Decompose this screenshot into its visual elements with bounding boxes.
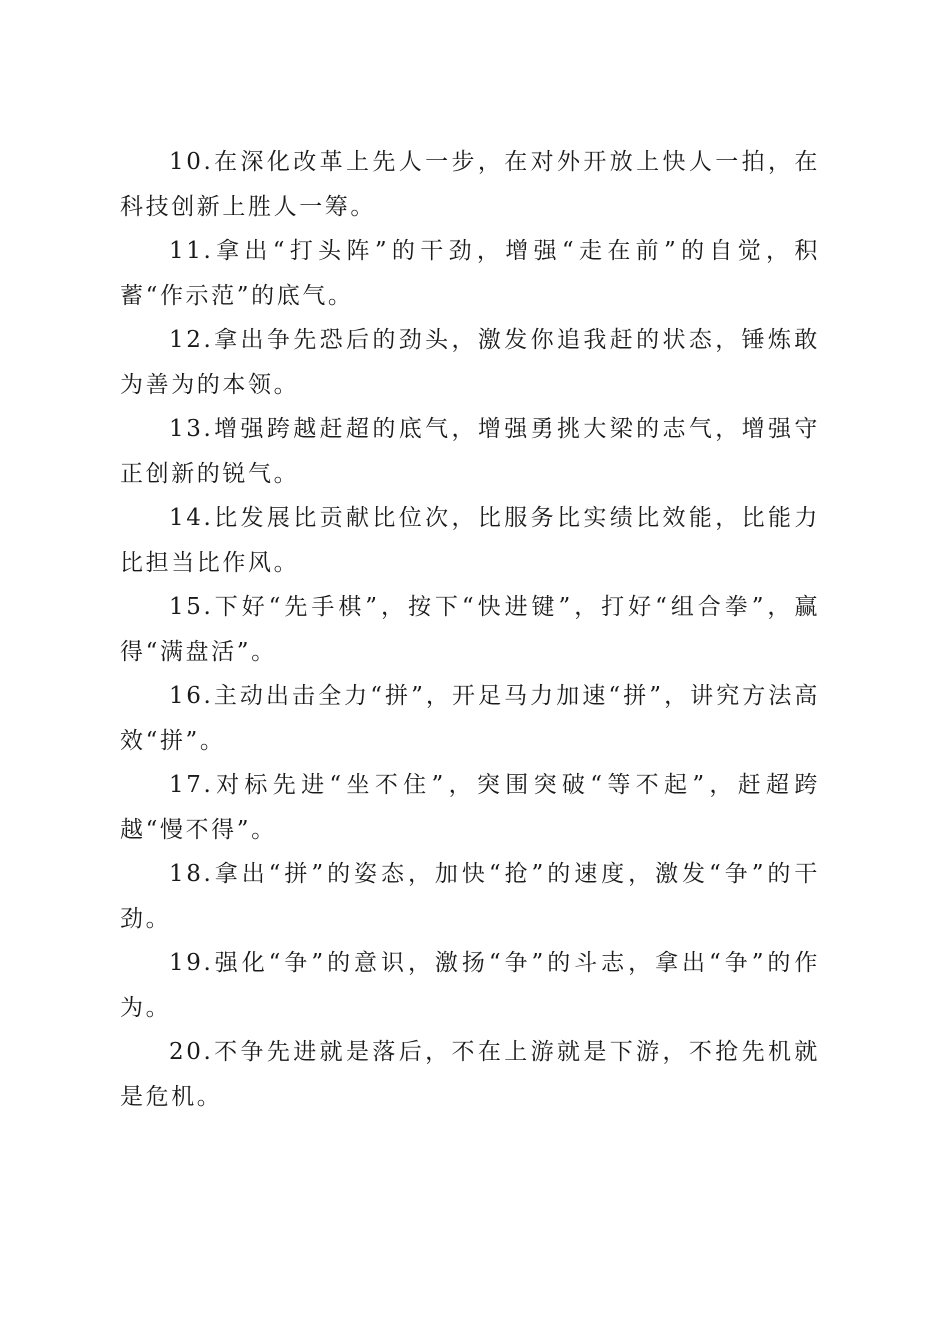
- document-body: [120, 140, 820, 1119]
- paragraph-11: 11.拿出“打头阵”的干劲，增强“走在前”的自觉，积蓄“作示范”的底气。: [120, 238, 820, 309]
- paragraph-12: 12.拿出争先恐后的劲头，激发你追我赶的状态，锤炼敢为善为的本领。: [120, 327, 820, 398]
- paragraph-20: 20.不争先进就是落后，不在上游就是下游，不抢先机就是危机。: [120, 1039, 820, 1110]
- paragraph-15: 15.下好“先手棋”，按下“快进键”，打好“组合拳”，赢得“满盘活”。: [120, 594, 820, 665]
- paragraph-19: 19.强化“争”的意识，激扬“争”的斗志，拿出“争”的作为。: [120, 950, 820, 1021]
- paragraph-13: 13.增强跨越赶超的底气，增强勇挑大梁的志气，增强守正创新的锐气。: [120, 416, 820, 487]
- paragraph-17: 17.对标先进“坐不住”，突围突破“等不起”，赶超跨越“慢不得”。: [120, 772, 820, 843]
- paragraph-10: 10.在深化改革上先人一步，在对外开放上快人一拍，在科技创新上胜人一筹。: [120, 149, 820, 220]
- paragraph-14: 14.比发展比贡献比位次，比服务比实绩比效能，比能力比担当比作风。: [120, 505, 820, 576]
- paragraph-18: 18.拿出“拼”的姿态，加快“抢”的速度，激发“争”的干劲。: [120, 861, 820, 932]
- paragraph-16: 16.主动出击全力“拼”，开足马力加速“拼”，讲究方法高效“拼”。: [120, 683, 820, 754]
